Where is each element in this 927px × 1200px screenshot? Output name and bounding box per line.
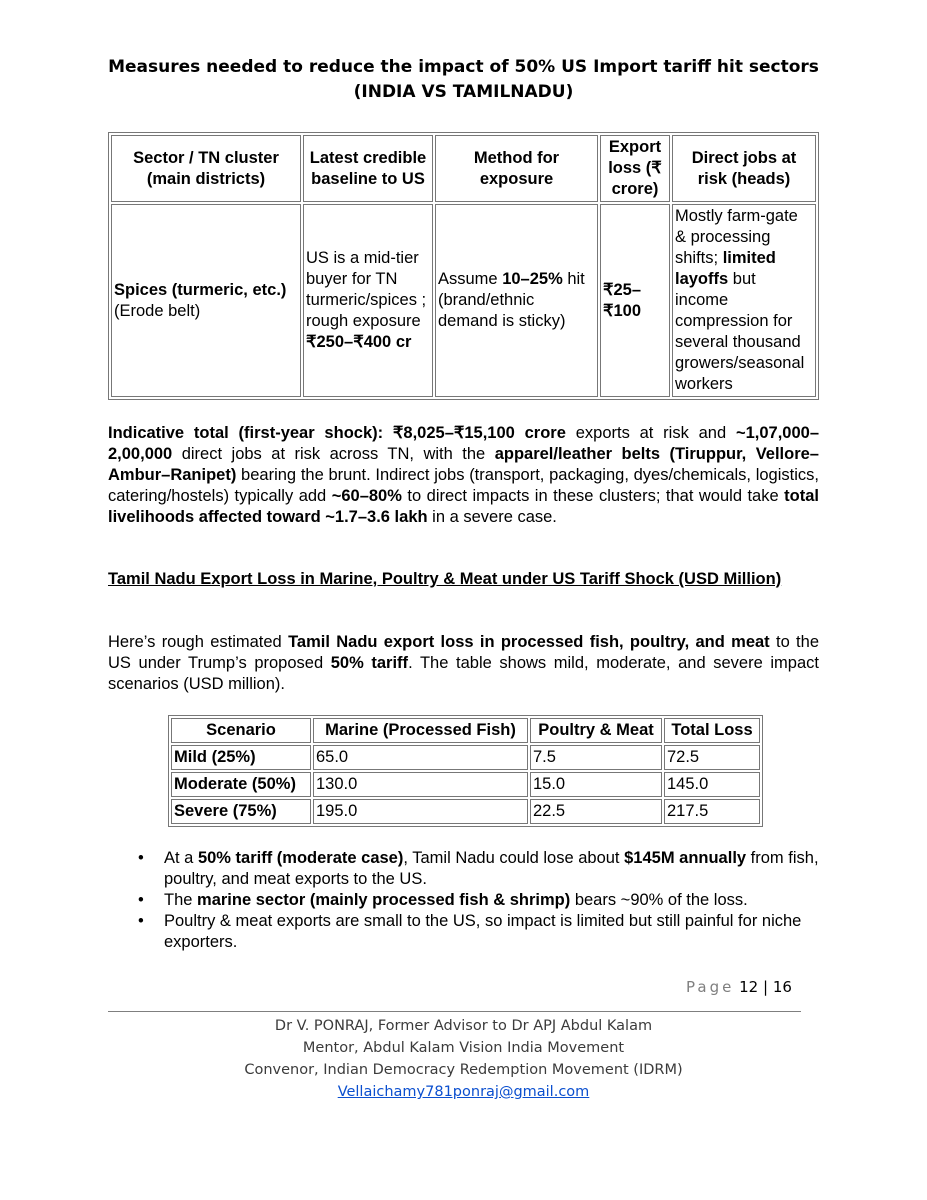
summary-bold-5: total livelihoods affected toward ~1.7–3.6 lakh <box>108 487 819 526</box>
header-baseline: Latest credible baseline to US <box>303 135 433 202</box>
header-method: Method for exposure <box>435 135 598 202</box>
scenario-name: Moderate (50%) <box>171 772 311 797</box>
page-separator: | <box>762 978 769 996</box>
bullet-bold: marine sector (mainly processed fish & shrimp) <box>197 891 571 909</box>
document-title <box>0 55 927 105</box>
header-poultry: Poultry & Meat <box>530 718 662 743</box>
export-loss-value: ₹25–₹100 <box>603 280 642 320</box>
sector-name: Spices (turmeric, etc.) <box>114 280 287 299</box>
bullet-text: Poultry & meat exports are small to the US, so impact is limited but still painful for niche exporters. <box>164 912 802 951</box>
poultry-value: 22.5 <box>530 799 662 824</box>
jobs-pre: Mostly farm-gate & processing shifts; <box>675 207 798 267</box>
bullet-text: , Tamil Nadu could lose about <box>403 849 625 867</box>
bullet-bold: 50% tariff (moderate case) <box>197 849 404 867</box>
header-jobs-at-risk: Direct jobs at risk (heads) <box>672 135 816 202</box>
scenario-name: Severe (75%) <box>171 799 311 824</box>
table-row <box>171 745 760 770</box>
header-export-loss: Export loss (₹ crore) <box>600 135 670 202</box>
cell-method <box>435 204 598 397</box>
intro-paragraph <box>108 632 819 695</box>
footer-line-2: Mentor, Abdul Kalam Vision India Movement <box>302 1040 625 1056</box>
bullet-icon: • <box>138 912 144 930</box>
page-total: 16 <box>772 978 792 996</box>
jobs-post: but income compression for several thousand growers/seasonal workers <box>675 270 805 393</box>
page-number <box>686 978 792 996</box>
header-sector: Sector / TN cluster (main districts) <box>111 135 301 202</box>
scenario-name: Mild (25%) <box>171 745 311 770</box>
total-value: 145.0 <box>664 772 760 797</box>
summary-bold-1: Indicative total (first-year shock): ₹8,025–₹15,100 crore <box>108 424 566 442</box>
table-row <box>171 799 760 824</box>
footer <box>0 1015 927 1103</box>
summary-text-4: to direct impacts in these clusters; that would take <box>401 487 785 505</box>
baseline-value: ₹250–₹400 cr <box>306 333 412 351</box>
marine-value: 130.0 <box>313 772 528 797</box>
bullet-icon: • <box>138 849 144 867</box>
page-current: 12 <box>739 978 759 996</box>
footer-line-3: Convenor, Indian Democracy Redemption Movement (IDRM) <box>244 1062 683 1078</box>
footer-email-link[interactable]: Vellaichamy781ponraj@gmail.com <box>337 1084 590 1100</box>
intro-bold-2: 50% tariff <box>330 654 409 672</box>
footer-divider <box>108 1011 801 1012</box>
title-line-1: Measures needed to reduce the impact of 50% US Import tariff hit sectors <box>108 57 819 77</box>
marine-value: 195.0 <box>313 799 528 824</box>
intro-bold-1: Tamil Nadu export loss in processed fish, poultry, and meat <box>288 633 770 651</box>
summary-bold-2: ~1,07,000–2,00,000 <box>108 424 820 463</box>
method-pre: Assume <box>438 270 503 288</box>
total-value: 217.5 <box>664 799 760 824</box>
intro-text-1: Here’s rough estimated <box>108 633 289 651</box>
bullet-icon: • <box>138 891 144 909</box>
section-heading: Tamil Nadu Export Loss in Marine, Poultry & Meat under US Tariff Shock (USD Million) <box>108 570 782 588</box>
list-item <box>108 911 819 953</box>
table-header-row <box>111 135 816 202</box>
jobs-bold: limited layoffs <box>675 249 776 288</box>
summary-text-3: bearing the brunt. Indirect jobs (transport, packaging, dyes/chemicals, logistics, catering/hostels) typically add <box>108 466 819 505</box>
header-scenario: Scenario <box>171 718 311 743</box>
page-word: Page <box>686 978 735 996</box>
method-range: 10–25% <box>502 270 563 288</box>
table-row <box>171 772 760 797</box>
summary-text-5: in a severe case. <box>427 508 557 526</box>
total-value: 72.5 <box>664 745 760 770</box>
poultry-value: 15.0 <box>530 772 662 797</box>
header-total: Total Loss <box>664 718 760 743</box>
bullet-text: The <box>164 891 198 909</box>
baseline-text: US is a mid-tier buyer for TN turmeric/spices ; rough exposure <box>306 249 427 330</box>
bullet-text: from fish, poultry, and meat exports to the US. <box>164 849 819 888</box>
summary-text-2: direct jobs at risk across TN, with the <box>172 445 495 463</box>
footer-line-1: Dr V. PONRAJ, Former Advisor to Dr APJ Abdul Kalam <box>274 1018 653 1034</box>
bullet-text: At a <box>164 849 198 867</box>
summary-bold-3: apparel/leather belts (Tiruppur, Vellore–Ambur–Ranipet) <box>108 445 819 484</box>
poultry-value: 7.5 <box>530 745 662 770</box>
table-row <box>111 204 816 397</box>
bullet-text: bears ~90% of the loss. <box>570 891 748 909</box>
intro-text-3: . The table shows mild, moderate, and severe impact scenarios (USD million). <box>108 654 819 693</box>
intro-text-2: to the US under Trump’s proposed <box>108 633 819 672</box>
sector-region: (Erode belt) <box>114 301 201 320</box>
cell-baseline <box>303 204 433 397</box>
scenario-header-row <box>171 718 760 743</box>
header-marine: Marine (Processed Fish) <box>313 718 528 743</box>
method-post: hit (brand/ethnic demand is sticky) <box>438 270 585 330</box>
summary-text-1: exports at risk and <box>565 424 736 442</box>
title-line-2: (INDIA VS TAMILNADU) <box>353 82 574 102</box>
summary-paragraph <box>108 423 819 528</box>
scenario-table <box>168 715 763 827</box>
cell-export-loss <box>600 204 670 397</box>
summary-bold-4: ~60–80% <box>331 487 402 505</box>
cell-jobs <box>672 204 816 397</box>
key-points-list <box>108 848 819 953</box>
list-item <box>108 848 819 890</box>
list-item <box>108 890 819 911</box>
bullet-bold: $145M annually <box>624 849 747 867</box>
cell-sector <box>111 204 301 397</box>
spices-sector-table <box>108 132 819 400</box>
marine-value: 65.0 <box>313 745 528 770</box>
